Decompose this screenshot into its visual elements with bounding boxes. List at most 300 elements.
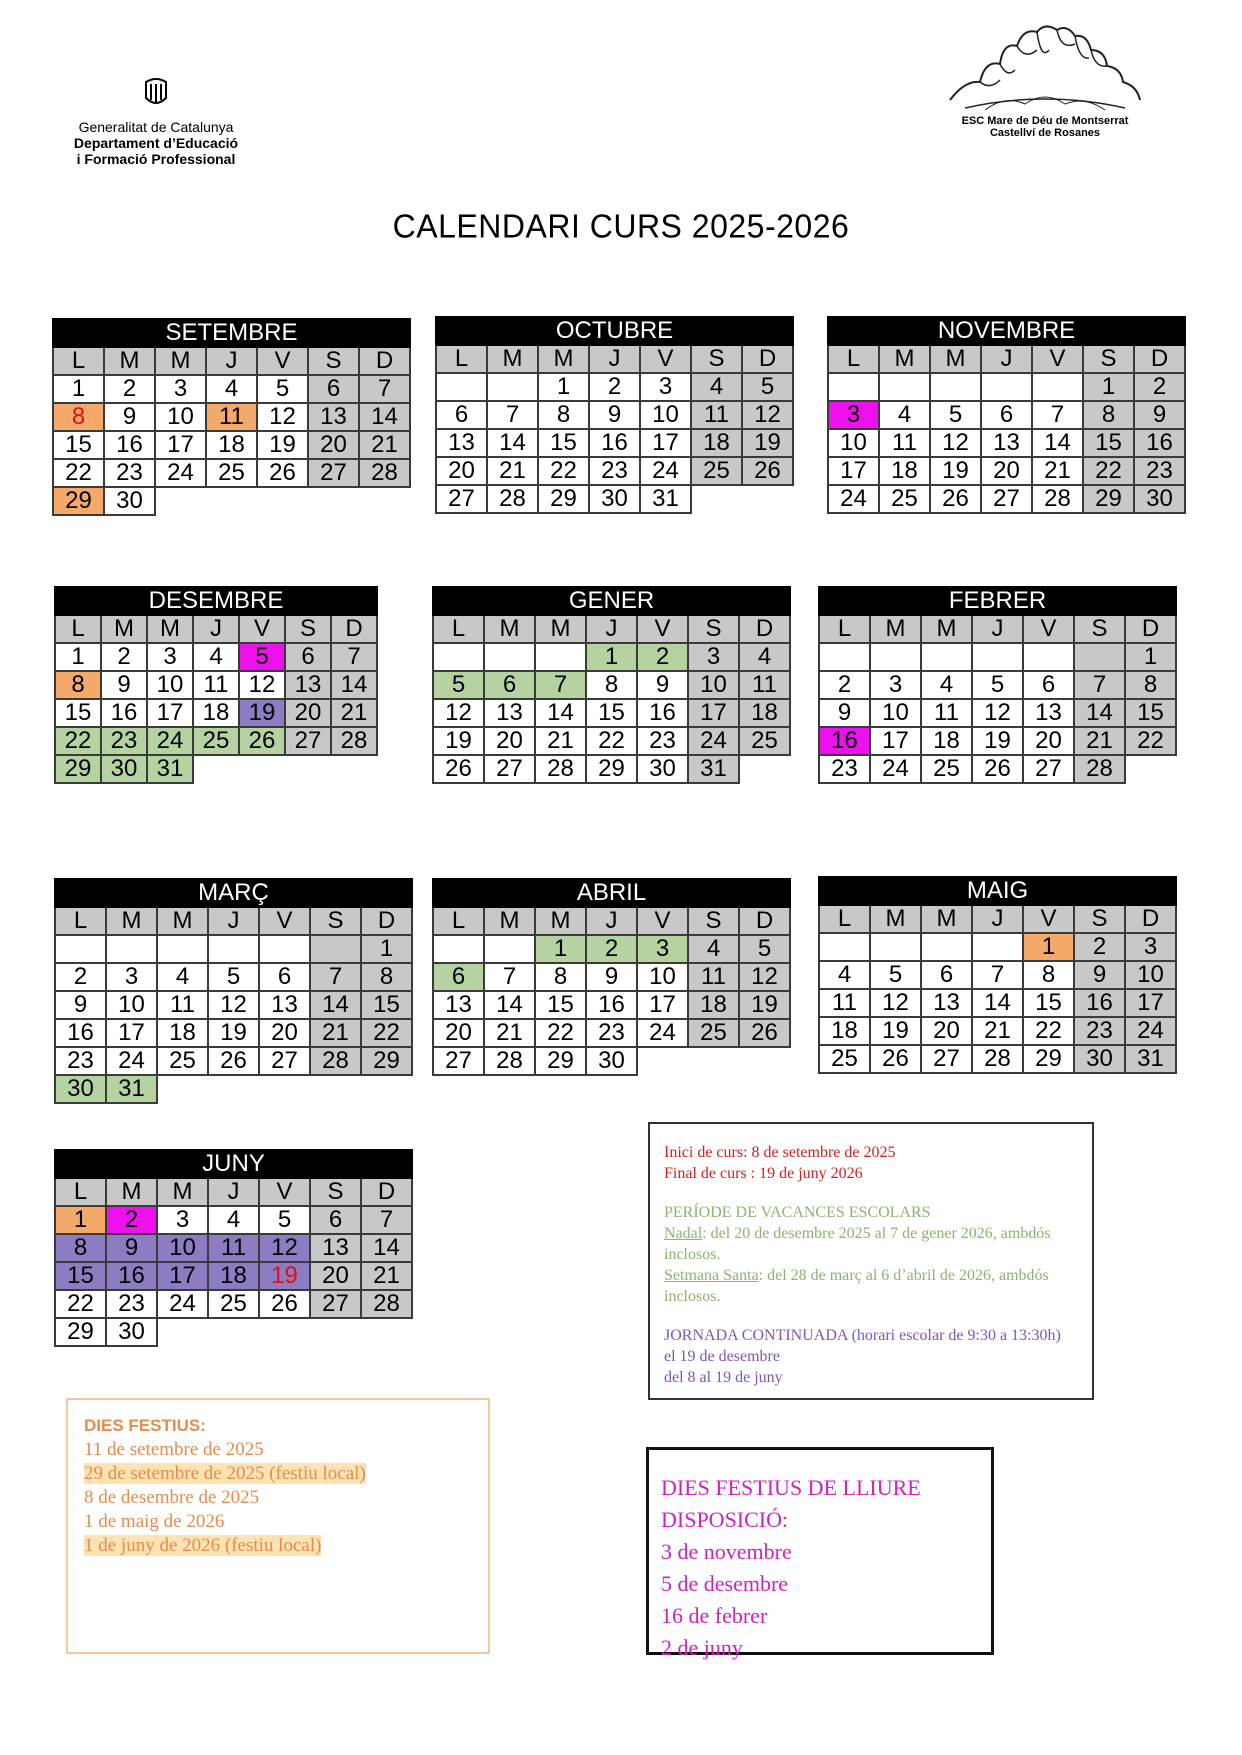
setmana-santa-label: Setmana Santa [664, 1267, 759, 1284]
empty-cell [157, 935, 208, 963]
day-cell: 8 [1083, 401, 1134, 429]
jornada-1: el 19 de desembre [664, 1348, 780, 1365]
day-cell: 8 [55, 671, 101, 699]
empty-cell [208, 1075, 259, 1103]
empty-cell [433, 643, 484, 671]
day-cell: 30 [1134, 485, 1185, 513]
month-calendar-7 [432, 878, 791, 1076]
day-cell: 12 [930, 429, 981, 457]
weekday-label: M [921, 615, 972, 643]
course-info-box [648, 1122, 1094, 1400]
weekday-label: D [361, 1178, 412, 1206]
day-cell: 18 [691, 429, 742, 457]
day-cell: 8 [538, 401, 589, 429]
day-cell: 2 [101, 643, 147, 671]
day-cell: 28 [361, 1290, 412, 1318]
day-cell: 1 [1125, 643, 1176, 671]
day-cell: 3 [157, 1206, 208, 1234]
empty-cell [484, 643, 535, 671]
weekday-label: M [147, 615, 193, 643]
day-cell: 7 [487, 401, 538, 429]
day-cell: 24 [155, 459, 206, 487]
day-cell: 26 [972, 755, 1023, 783]
day-cell: 6 [981, 401, 1032, 429]
day-cell: 5 [259, 1206, 310, 1234]
free-day-item: 3 de novembre [661, 1539, 792, 1564]
day-cell: 6 [310, 1206, 361, 1234]
empty-cell [819, 933, 870, 961]
day-cell: 25 [688, 1019, 739, 1047]
day-cell: 21 [310, 1019, 361, 1047]
day-cell: 25 [819, 1045, 870, 1073]
month-name: ABRIL [433, 879, 790, 907]
empty-cell [691, 485, 742, 513]
month-calendar-0 [52, 318, 411, 516]
month-calendar-6 [54, 878, 413, 1104]
day-cell: 21 [361, 1262, 412, 1290]
day-cell: 3 [147, 643, 193, 671]
weekday-label: L [436, 345, 487, 373]
day-cell: 13 [285, 671, 331, 699]
weekday-label: D [742, 345, 793, 373]
day-cell: 1 [1023, 933, 1074, 961]
weekday-label: V [239, 615, 285, 643]
empty-cell [359, 487, 410, 515]
day-cell: 13 [308, 403, 359, 431]
empty-cell [535, 643, 586, 671]
empty-cell [259, 935, 310, 963]
day-cell: 31 [106, 1075, 157, 1103]
day-cell: 23 [637, 727, 688, 755]
day-cell: 7 [535, 671, 586, 699]
empty-cell [930, 373, 981, 401]
day-cell: 10 [155, 403, 206, 431]
day-cell: 28 [331, 727, 377, 755]
day-cell: 10 [147, 671, 193, 699]
day-cell: 8 [55, 1234, 106, 1262]
day-cell: 9 [1074, 961, 1125, 989]
empty-cell [981, 373, 1032, 401]
day-cell: 11 [739, 671, 790, 699]
day-cell: 7 [359, 375, 410, 403]
day-cell: 3 [155, 375, 206, 403]
day-cell: 3 [828, 401, 879, 429]
day-cell: 11 [688, 963, 739, 991]
day-cell: 13 [259, 991, 310, 1019]
day-cell: 23 [589, 457, 640, 485]
day-cell: 23 [586, 1019, 637, 1047]
day-cell: 27 [433, 1047, 484, 1075]
day-cell: 21 [972, 1017, 1023, 1045]
weekday-label: J [972, 615, 1023, 643]
weekday-label: M [538, 345, 589, 373]
empty-cell [637, 1047, 688, 1075]
day-cell: 30 [106, 1318, 157, 1346]
day-cell: 16 [819, 727, 870, 755]
day-cell: 20 [1023, 727, 1074, 755]
day-cell: 11 [921, 699, 972, 727]
course-start: Inici de curs: 8 de setembre de 2025 [664, 1144, 896, 1161]
day-cell: 12 [433, 699, 484, 727]
day-cell: 28 [1074, 755, 1125, 783]
day-cell: 20 [310, 1262, 361, 1290]
day-cell: 13 [921, 989, 972, 1017]
day-cell: 20 [484, 727, 535, 755]
empty-cell [206, 487, 257, 515]
day-cell: 2 [819, 671, 870, 699]
month-name: JUNY [55, 1150, 412, 1178]
day-cell: 2 [1134, 373, 1185, 401]
montserrat-mountain-icon [945, 20, 1145, 115]
day-cell: 27 [484, 755, 535, 783]
day-cell: 17 [147, 699, 193, 727]
month-name: DESEMBRE [55, 587, 377, 615]
day-cell: 1 [538, 373, 589, 401]
day-cell: 9 [101, 671, 147, 699]
day-cell: 22 [1083, 457, 1134, 485]
day-cell: 23 [106, 1290, 157, 1318]
empty-cell [208, 935, 259, 963]
day-cell: 13 [436, 429, 487, 457]
day-cell: 14 [1032, 429, 1083, 457]
month-name: MAIG [819, 877, 1176, 905]
weekday-label: M [870, 615, 921, 643]
day-cell: 15 [535, 991, 586, 1019]
day-cell: 5 [930, 401, 981, 429]
weekday-label: J [589, 345, 640, 373]
day-cell: 4 [688, 935, 739, 963]
day-cell: 17 [106, 1019, 157, 1047]
weekday-label: L [819, 905, 870, 933]
day-cell: 29 [538, 485, 589, 513]
day-cell: 12 [259, 1234, 310, 1262]
weekday-label: S [1083, 345, 1134, 373]
day-cell: 3 [688, 643, 739, 671]
day-cell: 4 [208, 1206, 259, 1234]
day-cell: 15 [1023, 989, 1074, 1017]
day-cell: 30 [104, 487, 155, 515]
holiday-item: 1 de juny de 2026 (festiu local) [84, 1535, 322, 1556]
day-cell: 15 [55, 699, 101, 727]
day-cell: 19 [239, 699, 285, 727]
empty-cell [870, 933, 921, 961]
weekday-label: D [359, 347, 410, 375]
day-cell: 1 [586, 643, 637, 671]
day-cell: 11 [206, 403, 257, 431]
day-cell: 26 [930, 485, 981, 513]
day-cell: 18 [819, 1017, 870, 1045]
day-cell: 16 [101, 699, 147, 727]
empty-cell [742, 485, 793, 513]
day-cell: 2 [637, 643, 688, 671]
empty-cell [308, 487, 359, 515]
day-cell: 3 [637, 935, 688, 963]
day-cell: 16 [1134, 429, 1185, 457]
day-cell: 24 [157, 1290, 208, 1318]
empty-cell [155, 487, 206, 515]
holidays-box [66, 1398, 490, 1654]
day-cell: 10 [157, 1234, 208, 1262]
day-cell: 29 [1023, 1045, 1074, 1073]
day-cell: 10 [1125, 961, 1176, 989]
day-cell: 8 [53, 403, 104, 431]
day-cell: 4 [691, 373, 742, 401]
day-cell: 25 [879, 485, 930, 513]
day-cell: 15 [1083, 429, 1134, 457]
day-cell: 7 [972, 961, 1023, 989]
weekday-label: J [586, 615, 637, 643]
gov-line-3: i Formació Professional [76, 151, 236, 167]
day-cell: 18 [206, 431, 257, 459]
weekday-label: M [535, 907, 586, 935]
nadal-label: Nadal [664, 1225, 703, 1242]
day-cell: 1 [361, 935, 412, 963]
day-cell: 16 [1074, 989, 1125, 1017]
day-cell: 30 [637, 755, 688, 783]
day-cell: 19 [208, 1019, 259, 1047]
day-cell: 28 [1032, 485, 1083, 513]
day-cell: 14 [331, 671, 377, 699]
day-cell: 11 [157, 991, 208, 1019]
day-cell: 7 [331, 643, 377, 671]
day-cell: 15 [55, 1262, 106, 1290]
day-cell: 18 [157, 1019, 208, 1047]
day-cell: 5 [972, 671, 1023, 699]
empty-cell [259, 1075, 310, 1103]
day-cell: 26 [208, 1047, 259, 1075]
day-cell: 15 [361, 991, 412, 1019]
empty-cell [310, 1075, 361, 1103]
weekday-label: S [688, 907, 739, 935]
day-cell: 27 [921, 1045, 972, 1073]
day-cell: 1 [55, 643, 101, 671]
vacation-nadal [664, 1223, 1078, 1265]
weekday-label: S [691, 345, 742, 373]
holidays-title: DIES FESTIUS: [84, 1416, 206, 1435]
holiday-item: 8 de desembre de 2025 [84, 1487, 260, 1508]
day-cell: 15 [538, 429, 589, 457]
day-cell: 13 [484, 699, 535, 727]
day-cell: 13 [981, 429, 1032, 457]
day-cell: 24 [828, 485, 879, 513]
weekday-label: J [193, 615, 239, 643]
day-cell: 12 [257, 403, 308, 431]
day-cell: 19 [739, 991, 790, 1019]
day-cell: 6 [308, 375, 359, 403]
day-cell: 4 [206, 375, 257, 403]
weekday-label: M [104, 347, 155, 375]
day-cell: 4 [739, 643, 790, 671]
empty-cell [193, 755, 239, 783]
day-cell: 26 [259, 1290, 310, 1318]
day-cell: 4 [193, 643, 239, 671]
day-cell: 12 [239, 671, 285, 699]
day-cell: 5 [257, 375, 308, 403]
day-cell: 22 [361, 1019, 412, 1047]
day-cell: 23 [1134, 457, 1185, 485]
weekday-label: V [640, 345, 691, 373]
day-cell: 1 [55, 1206, 106, 1234]
weekday-label: V [1023, 905, 1074, 933]
day-cell: 17 [688, 699, 739, 727]
day-cell: 23 [819, 755, 870, 783]
day-cell: 28 [535, 755, 586, 783]
day-cell: 23 [55, 1047, 106, 1075]
day-cell: 18 [193, 699, 239, 727]
day-cell: 5 [739, 935, 790, 963]
day-cell: 18 [208, 1262, 259, 1290]
day-cell: 19 [972, 727, 1023, 755]
empty-cell [208, 1318, 259, 1346]
day-cell: 16 [589, 429, 640, 457]
weekday-label: S [308, 347, 359, 375]
empty-cell [739, 1047, 790, 1075]
weekday-label: V [259, 907, 310, 935]
day-cell: 17 [155, 431, 206, 459]
weekday-label: L [433, 907, 484, 935]
day-cell: 1 [53, 375, 104, 403]
weekday-label: V [259, 1178, 310, 1206]
day-cell: 29 [55, 1318, 106, 1346]
day-cell: 4 [819, 961, 870, 989]
jornada-2: del 8 al 19 de juny [664, 1369, 783, 1386]
day-cell: 11 [879, 429, 930, 457]
weekday-label: J [972, 905, 1023, 933]
day-cell: 28 [359, 459, 410, 487]
day-cell: 2 [106, 1206, 157, 1234]
day-cell: 22 [55, 727, 101, 755]
day-cell: 7 [310, 963, 361, 991]
empty-cell [487, 373, 538, 401]
day-cell: 14 [359, 403, 410, 431]
day-cell: 30 [1074, 1045, 1125, 1073]
weekday-label: L [433, 615, 484, 643]
empty-cell [870, 643, 921, 671]
free-days-box [646, 1447, 994, 1660]
day-cell: 23 [1074, 1017, 1125, 1045]
day-cell: 16 [104, 431, 155, 459]
weekday-label: J [208, 1178, 259, 1206]
day-cell: 13 [433, 991, 484, 1019]
day-cell: 4 [879, 401, 930, 429]
day-cell: 16 [637, 699, 688, 727]
day-cell: 7 [1074, 671, 1125, 699]
day-cell: 17 [640, 429, 691, 457]
course-end: Final de curs : 19 de juny 2026 [664, 1165, 863, 1182]
jornada-title: JORNADA CONTINUADA (horari escolar de 9:30 a 13:30h) [664, 1327, 1061, 1344]
day-cell: 2 [55, 963, 106, 991]
weekday-label: L [828, 345, 879, 373]
day-cell: 20 [921, 1017, 972, 1045]
day-cell: 11 [691, 401, 742, 429]
empty-cell [157, 1075, 208, 1103]
empty-cell [436, 373, 487, 401]
day-cell: 27 [436, 485, 487, 513]
day-cell: 18 [921, 727, 972, 755]
day-cell: 25 [691, 457, 742, 485]
day-cell: 11 [208, 1234, 259, 1262]
weekday-label: M [157, 1178, 208, 1206]
day-cell: 29 [586, 755, 637, 783]
weekday-label: M [930, 345, 981, 373]
day-cell: 29 [1083, 485, 1134, 513]
day-cell: 17 [870, 727, 921, 755]
school-town: Castellví de Rosanes [989, 127, 1101, 139]
day-cell: 26 [239, 727, 285, 755]
weekday-label: S [688, 615, 739, 643]
day-cell: 11 [193, 671, 239, 699]
empty-cell [361, 1318, 412, 1346]
day-cell: 8 [1125, 671, 1176, 699]
vacation-title: PERÍODE DE VACANCES ESCOLARS [664, 1204, 931, 1221]
day-cell: 5 [208, 963, 259, 991]
day-cell: 30 [586, 1047, 637, 1075]
day-cell: 10 [688, 671, 739, 699]
day-cell: 28 [487, 485, 538, 513]
weekday-label: V [637, 615, 688, 643]
day-cell: 28 [310, 1047, 361, 1075]
day-cell: 2 [589, 373, 640, 401]
day-cell: 21 [484, 1019, 535, 1047]
day-cell: 29 [53, 487, 104, 515]
day-cell: 7 [1032, 401, 1083, 429]
month-name: MARÇ [55, 879, 412, 907]
empty-cell [310, 935, 361, 963]
day-cell: 10 [870, 699, 921, 727]
day-cell: 4 [921, 671, 972, 699]
day-cell: 31 [1125, 1045, 1176, 1073]
day-cell: 30 [101, 755, 147, 783]
day-cell: 22 [535, 1019, 586, 1047]
day-cell: 6 [436, 401, 487, 429]
month-name: SETEMBRE [53, 319, 410, 347]
month-calendar-1 [435, 316, 794, 514]
day-cell: 24 [870, 755, 921, 783]
day-cell: 24 [106, 1047, 157, 1075]
day-cell: 19 [433, 727, 484, 755]
empty-cell [921, 933, 972, 961]
weekday-label: J [981, 345, 1032, 373]
day-cell: 24 [637, 1019, 688, 1047]
weekday-label: M [155, 347, 206, 375]
day-cell: 24 [1125, 1017, 1176, 1045]
weekday-label: S [310, 907, 361, 935]
day-cell: 30 [589, 485, 640, 513]
day-cell: 4 [157, 963, 208, 991]
generalitat-logo [56, 78, 256, 167]
day-cell: 20 [981, 457, 1032, 485]
day-cell: 27 [1023, 755, 1074, 783]
day-cell: 24 [147, 727, 193, 755]
day-cell: 12 [870, 989, 921, 1017]
day-cell: 22 [538, 457, 589, 485]
weekday-label: M [106, 1178, 157, 1206]
empty-cell [310, 1318, 361, 1346]
day-cell: 2 [586, 935, 637, 963]
setmana-santa-text: : del 28 de març al 6 d’abril de 2026, ambdós inclosos. [664, 1267, 1049, 1305]
day-cell: 6 [259, 963, 310, 991]
day-cell: 20 [308, 431, 359, 459]
day-cell: 20 [285, 699, 331, 727]
weekday-label: M [921, 905, 972, 933]
day-cell: 19 [742, 429, 793, 457]
day-cell: 9 [106, 1234, 157, 1262]
day-cell: 9 [586, 963, 637, 991]
weekday-label: D [1125, 615, 1176, 643]
empty-cell [1032, 373, 1083, 401]
empty-cell [739, 755, 790, 783]
weekday-label: D [1134, 345, 1185, 373]
